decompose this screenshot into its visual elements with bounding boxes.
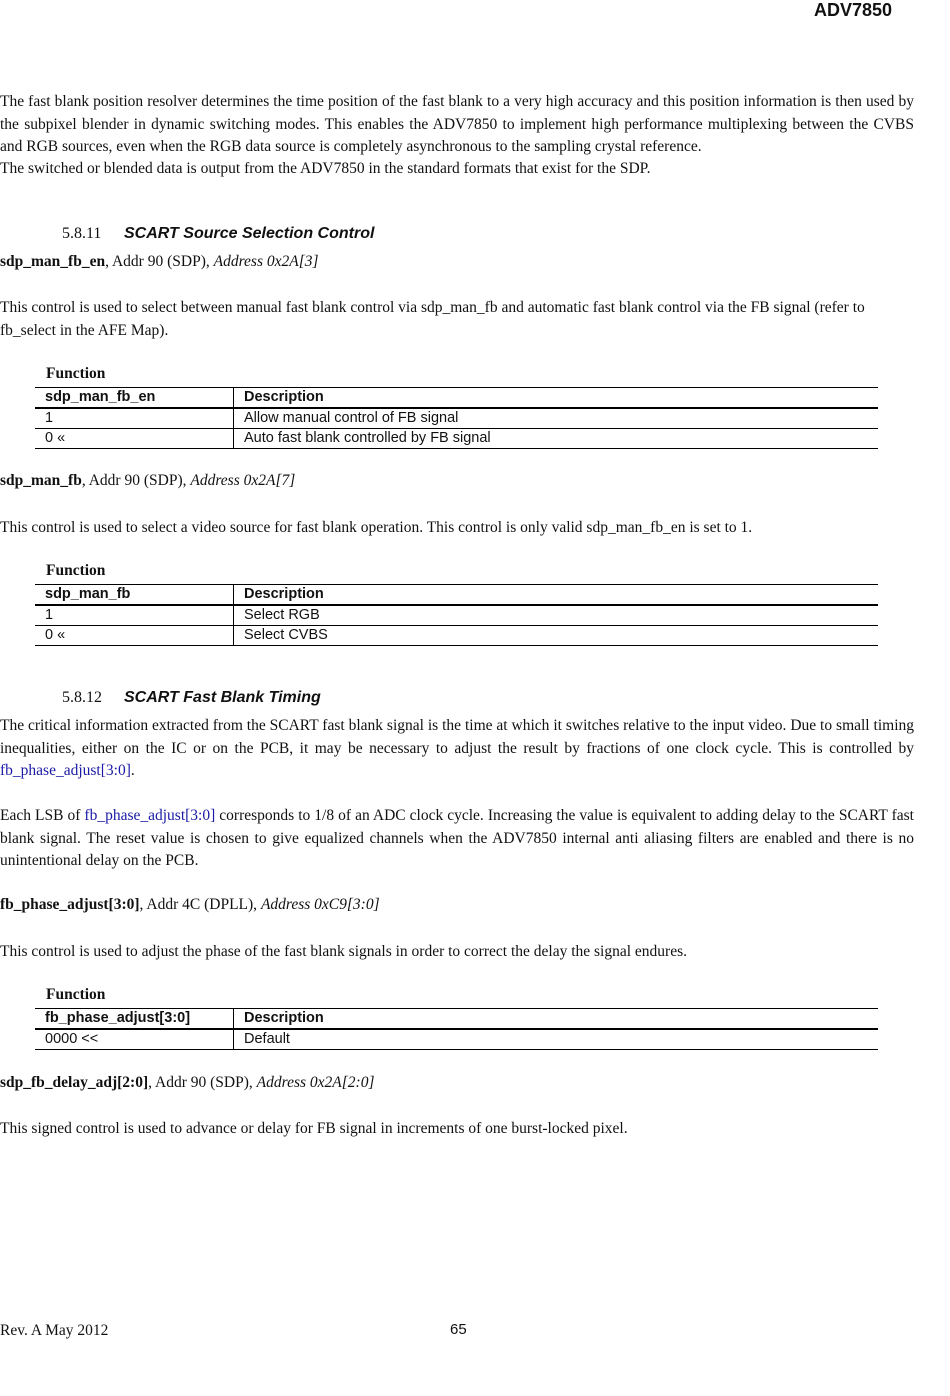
function-table-sdp-man-fb-en bbox=[35, 387, 878, 449]
table-row bbox=[35, 626, 878, 646]
lsb-paragraph bbox=[0, 805, 914, 873]
register-name: sdp_man_fb_en bbox=[0, 253, 106, 270]
table-row bbox=[35, 605, 878, 626]
register-name: sdp_man_fb bbox=[0, 472, 82, 489]
section-number: 5.8.12 bbox=[62, 689, 102, 706]
function-table-fb-phase-adjust bbox=[35, 1008, 878, 1050]
register-description: This control is used to select a video source for fast blank operation. This control is only valid sdp_man_fb_en is set to 1. bbox=[0, 519, 753, 536]
table-cell-description: Select RGB bbox=[234, 605, 879, 626]
table-cell-description: Allow manual control of FB signal bbox=[234, 408, 879, 429]
intro-paragraph-2: The switched or blended data is output from the ADV7850 in the standard formats that exist for the SDP. bbox=[0, 160, 651, 177]
footer-revision: Rev. A May 2012 bbox=[0, 1322, 109, 1339]
section-number: 5.8.11 bbox=[62, 225, 102, 242]
register-name: fb_phase_adjust[3:0] bbox=[0, 896, 140, 913]
table-header-cell: Description bbox=[234, 388, 879, 409]
lsb-text: Each LSB of bbox=[0, 807, 85, 824]
timing-paragraph bbox=[0, 715, 914, 783]
register-line-sdp-fb-delay-adj bbox=[0, 1074, 374, 1092]
table-cell-value: 0 « bbox=[35, 429, 234, 449]
intro-paragraph: The fast blank position resolver determines the time position of the fast blank to a very high accuracy and this position information is then used by the subpixel blender in dynamic switching modes. This enables the ADV7850 to implement high performance multiplexing between the CVBS and RGB sources, even when the RGB data source is completely asynchronous to the sampling crystal reference. bbox=[0, 93, 914, 155]
table-cell-description: Select CVBS bbox=[234, 626, 879, 646]
register-addr: , Addr 90 (SDP), bbox=[148, 1074, 257, 1091]
function-label: Function bbox=[46, 562, 106, 579]
function-label: Function bbox=[46, 365, 106, 382]
table-cell-value: 0000 << bbox=[35, 1029, 234, 1050]
table-row bbox=[35, 1029, 878, 1050]
timing-text-end: . bbox=[130, 762, 135, 779]
register-address: Address 0x2A[2:0] bbox=[256, 1074, 375, 1091]
register-addr: , Addr 90 (SDP), bbox=[105, 253, 214, 270]
page-number: 65 bbox=[450, 1321, 467, 1338]
lsb-text-rest: corresponds to 1/8 of an ADC clock cycle. Increasing the value is equivalent to adding delay to the SCART fast blank signal. The reset value is chosen to give equalized channels when the ADV7850 internal anti aliasing filters are enabled and there is no unintentional delay on the PCB. bbox=[0, 807, 914, 869]
register-line-fb-phase-adjust bbox=[0, 896, 380, 914]
section-title: SCART Source Selection Control bbox=[124, 225, 375, 242]
table-header-cell: sdp_man_fb bbox=[35, 585, 234, 606]
table-header-cell: Description bbox=[234, 585, 879, 606]
register-description: This signed control is used to advance or delay for FB signal in increments of one burst-locked pixel. bbox=[0, 1120, 628, 1137]
register-addr: , Addr 90 (SDP), bbox=[81, 472, 191, 489]
fb-phase-adjust-link[interactable]: fb_phase_adjust[3:0] bbox=[84, 807, 216, 824]
table-cell-value: 0 « bbox=[35, 626, 234, 646]
table-header-row bbox=[35, 585, 878, 606]
register-description: This control is used to select between manual fast blank control via sdp_man_fb and automatic fast blank control via the FB signal (refer to fb_select in the AFE Map). bbox=[0, 299, 865, 339]
table-header-cell: sdp_man_fb_en bbox=[35, 388, 234, 409]
register-line-sdp-man-fb-en bbox=[0, 253, 319, 271]
section-title: SCART Fast Blank Timing bbox=[124, 689, 321, 706]
table-cell-description: Default bbox=[234, 1029, 879, 1050]
table-header-cell: Description bbox=[234, 1009, 879, 1030]
register-addr: , Addr 4C (DPLL), bbox=[139, 896, 261, 913]
register-address: Address 0xC9[3:0] bbox=[260, 896, 380, 913]
table-cell-description: Auto fast blank controlled by FB signal bbox=[234, 429, 879, 449]
register-address: Address 0x2A[3] bbox=[213, 253, 319, 270]
register-line-sdp-man-fb bbox=[0, 472, 295, 490]
fb-phase-adjust-link[interactable]: fb_phase_adjust[3:0] bbox=[0, 762, 131, 779]
table-header-row bbox=[35, 388, 878, 409]
table-header-row bbox=[35, 1009, 878, 1030]
table-cell-value: 1 bbox=[35, 408, 234, 429]
register-description: This control is used to adjust the phase of the fast blank signals in order to correct the delay the signal endures. bbox=[0, 943, 687, 960]
table-row bbox=[35, 408, 878, 429]
function-table-sdp-man-fb bbox=[35, 584, 878, 646]
section-heading-5-8-12 bbox=[62, 689, 321, 707]
table-header-cell: fb_phase_adjust[3:0] bbox=[35, 1009, 234, 1030]
timing-text: The critical information extracted from the SCART fast blank signal is the time at which it switches relative to the input video. Due to small timing inequalities, either on the IC or on the PCB, it may be necessary to adjust the result by fractions of one clock cycle. This is controlled by bbox=[0, 717, 914, 757]
function-label: Function bbox=[46, 986, 106, 1003]
document-title: ADV7850 bbox=[813, 0, 892, 20]
table-row bbox=[35, 429, 878, 449]
register-address: Address 0x2A[7] bbox=[190, 472, 296, 489]
section-heading-5-8-11 bbox=[62, 225, 374, 243]
register-name: sdp_fb_delay_adj[2:0] bbox=[0, 1074, 149, 1091]
table-cell-value: 1 bbox=[35, 605, 234, 626]
